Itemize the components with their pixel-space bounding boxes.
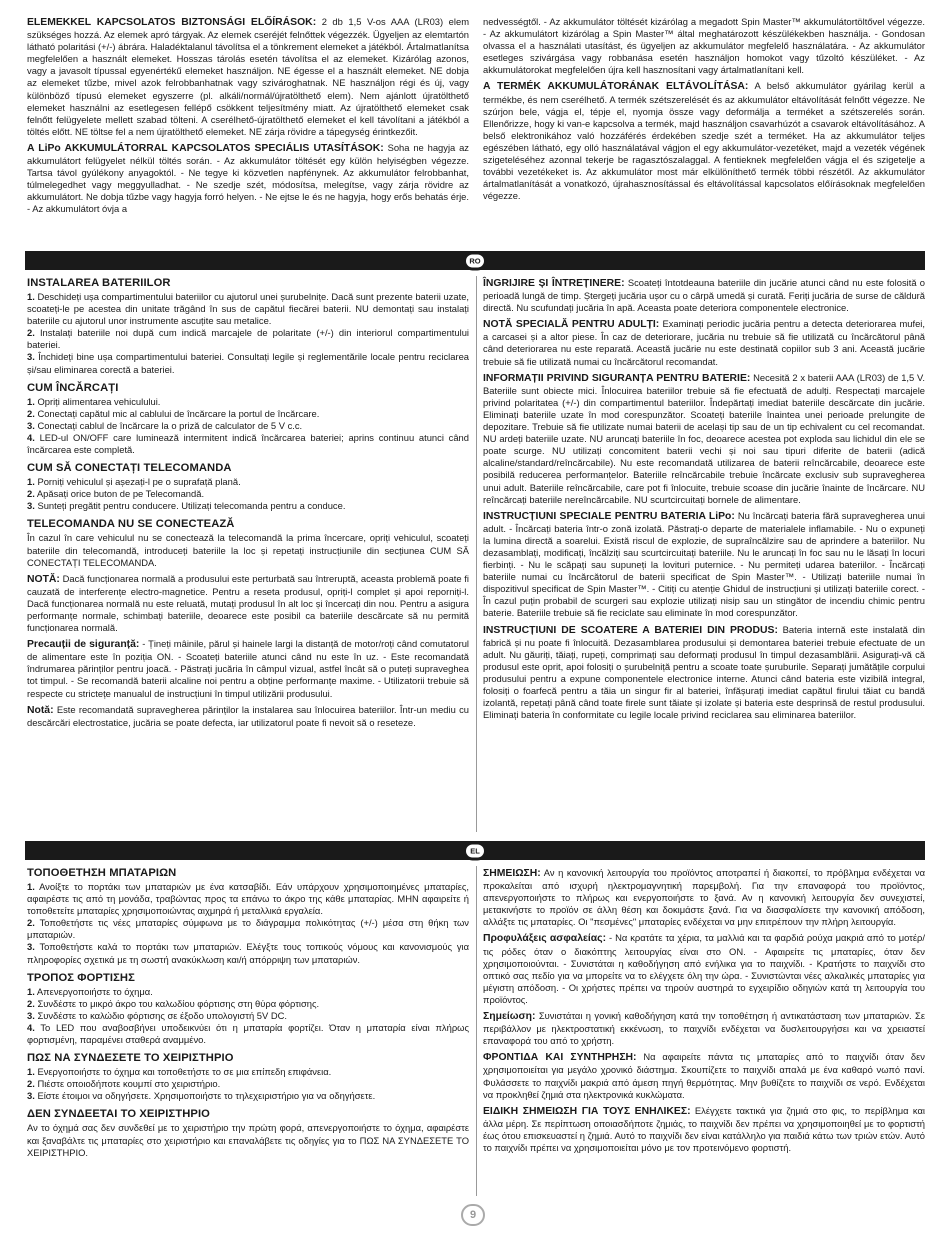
ro-adult-note: NOTĂ SPECIALĂ PENTRU ADULȚI: Examinați periodic jucăria pentru a detecta deteriorarea mufei, a carcasei și a altor piese. În caz de deteriorare, jucăria nu trebuie să fie utilizată cu încărcătorul până când deteriorarea nu este reparată. Această jucărie nu este destinată copiilor sub 3 ani. Această jucărie trebuie să fie utilizată numai cu încărcătorul recomandat. bbox=[483, 318, 925, 367]
list-item: 2. Instalați bateriile noi după cum indică marcajele de polaritate (+/-) din interiorul compartimentului bateriei. bbox=[27, 327, 469, 351]
list-item: 1. Ενεργοποιήστε το όχημα και τοποθετήστε το σε μια επίπεδη επιφάνεια. bbox=[27, 1066, 332, 1078]
ro-noconnect-text: În cazul în care vehiculul nu se conectează la telecomandă la prima încercare, opriți vehiculul, scoateți bateriile din telecomandă, introduceți bateriile la loc și repetați instrucțiunile din secțiunea CUM SĂ CONECTAȚI TELECOMANDA. bbox=[27, 532, 469, 568]
list-item: 3. Είστε έτοιμοι να οδηγήσετε. Χρησιμοποιήστε το τηλεχειριστήριο για να οδηγήσετε. bbox=[27, 1090, 376, 1102]
hu-battery-removal: A TERMÉK AKKUMULÁTORÁNAK ELTÁVOLÍTÁSA: A belső akkumulátor gyárilag kerül a termékbe, és nem cserélhető. A termék szétszerelését és az akkumulátor eltávolítását felnőtt végezze. Ne szúrjon bele, vágja el, tépje el, nyomja össze vagy deformálja a terméket a szétszerelés során. Ellenőrizze, hogy ki van-e kapcsolva a termék, majd használjon csavarhúzót a csavarok eltávolításához. A belső elektronikához való hozzáférés érdekében szedje szét a terméket. Ha az akkumulátor teljes egészében látható, egy olló használatával vágjon el egy akkumulátor-vezetéket, majd a vezeték végének szigeteléséhez azonnal tekerje be ragasztószalaggal. A fentieknek megfelelően vágja el és szigetelje a további vezetékeket is. Az akkumulátor most már elkülöníthető termék többi részétől. Az akkumulátor ártalmatlanítását a vonatkozó, újrahasznosítással és eltávolítással kapcsolatos előírásoknak megfelelően végezze. bbox=[483, 80, 925, 202]
el-heading-charge: ΤΡΟΠΟΣ ΦΟΡΤΙΣΗΣ bbox=[27, 971, 135, 984]
el-install-list bbox=[27, 881, 469, 966]
ro-care: ÎNGRIJIRE ȘI ÎNTREȚINERE: Scoateți întotdeauna bateriile din jucărie atunci când nu este folosită o perioadă lungă de timp. Ștergeți jucăria ușor cu o cârpă umedă și curată. Feriți jucăria de surse de căldură directă. Nu scufundați jucăria în apă. Aceasta poate deteriora componentele electronice. bbox=[483, 277, 925, 314]
ro-right-column bbox=[483, 277, 925, 725]
list-item: 2. Apăsați orice buton de pe Telecomandă. bbox=[27, 488, 205, 500]
el-note: ΣΗΜΕΙΩΣΗ: Αν η κανονική λειτουργία του προϊόντος αποτραπεί ή διακοπεί, το πρόβλημα ενδέχεται να προκαλείται από ισχυρή ηλεκτρομαγνητική παρεμβολή. Για την επαναφορά του προϊόντος, απενεργοποιήστε το πλήρως και ενεργοποιήστε το ξανά. Αν η κανονική λειτουργία δεν συνεχιστεί, μετακινήστε το προϊόν σε άλλη θέση και δοκιμάστε ξανά. Για να διασφαλίσετε την κανονική απόδοση, αλλάξτε τις μπαταρίες. Οι "πεσμένες" μπαταρίες ενδέχεται να μην επιτρέπουν την πλήρη λειτουργία. bbox=[483, 867, 926, 928]
list-item: 1. Porniți vehiculul și așezați-l pe o suprafață plană. bbox=[27, 476, 241, 488]
ro-lipo: INSTRUCȚIUNI SPECIALE PENTRU BATERIA LiPo: Nu încărcați bateria fără supravegherea unui adult. - Încărcați bateria într-o zonă izolată. Păstrați-o departe de materialele inflamabile. - Nu o expuneți la lumina directă a soarelui. Există riscul de explozie, de supraîncălzire sau de aprindere a bateriilor. Nu dezasamblați, modificați, încălziți sau scurtcircuitați bateriile. Nu le aruncați în foc sau nu le lăsați în locuri fierbinți. - Nu le scăpați sau supuneți la lovituri puternice. - Nu permiteți udarea bateriilor. - Încărcați bateriile numai cu încărcătorul de baterii specificat de Spin Master™. - Utilizați bateriile numai în dispozitivul specificat de Spin Master™. - Citiți cu atenție Ghidul de instrucțiuni și utilizați bateriile corect. - În cazul puțin probabil de scurgeri sau explozie utilizați nisip sau un stingător de incendiu chimic pentru baterie. Bateriile trebuie să fie reciclate sau eliminate în mod corespunzător. bbox=[483, 509, 926, 619]
el-care: ΦΡΟΝΤΙΔΑ ΚΑΙ ΣΥΝΤΗΡΗΣΗ: Να αφαιρείτε πάντα τις μπαταρίες από το παιχνίδι όταν δεν χρησιμοποιείται για μεγάλο χρονικό διάστημα. Σκουπίζετε το παιχνίδι απαλά με ένα καθαρό νωπό πανί. Φυλάσσετε το παιχνίδι μακριά από άμεση πηγή θερμότητας. Μην βυθίζετε το παιχνίδι σε νερό. Ενδέχεται να προκληθεί ζημιά στα ηλεκτρονικά κυκλώματα. bbox=[483, 1051, 925, 1100]
ro-heading-noconnect: TELECOMANDA NU SE CONECTEAZĂ bbox=[27, 518, 235, 531]
ro-column-divider bbox=[476, 276, 477, 832]
ro-note-2: Notă: Este recomandată supravegherea părinților la instalarea sau înlocuirea bateriilor. Într-un mediu cu descărcări electrostatice, jucăria se poate defecta, iar utilizatorul poate fi nevoit să o reseteze. bbox=[27, 703, 469, 728]
ro-note: NOTĂ: Dacă funcționarea normală a produsului este perturbată sau întreruptă, aceasta problemă poate fi cauzată de interferențe electro-magnetice. Pentru a reseta produsul, opriți-l complet și apoi reporniți-l. Dacă funcționarea normală nu este reluată, mutați produsul în alt loc și încercați din nou. Pentru a asigura performanțe normale, schimbați bateriile, deoarece este posibil ca bateriile descărcate să nu permită funcționarea normală. bbox=[27, 572, 469, 634]
el-note-2: Σημείωση: Συνιστάται η γονική καθοδήγηση κατά την τοποθέτηση ή αντικατάσταση των μπαταριών. Σε περιβάλλον με ηλεκτροστατική εκκένωση, το παιχνίδι ενδέχεται να δυσλειτουργήσει και να χρειαστεί επαναφορά του από το χρήστη. bbox=[483, 1010, 925, 1047]
ro-precautions: Precauții de siguranță: - Țineți mâinile, părul și hainele largi la distanță de motor/roți când comutatorul de alimentare este în poziția ON. - Scoateți bateriile atunci când nu este în uz. - Este recomandată îndrumarea părinților pentru joacă. - Păstrați jucăria în câmpul vizual, astfel încât să o puteți supraveghea tot timpul. - Se recomandă baterii alcaline noi pentru a obține performanțe maxime. - Utilizatorii trebuie să respecte cu strictețe manualul de instrucțiuni în timpul utilizării produsului. bbox=[27, 638, 469, 699]
el-column-divider bbox=[476, 866, 477, 1196]
el-left-column bbox=[27, 867, 469, 1163]
list-item: 1. Απενεργοποιήστε το όχημα. bbox=[27, 985, 153, 997]
page-number: 9 bbox=[461, 1204, 485, 1226]
list-item: 3. Închideți bine ușa compartimentului bateriei. Consultați legile și reglementările locale pentru reciclarea și/sau eliminarea corectă a bateriei. bbox=[27, 351, 469, 375]
hu-lipo-instructions: A LiPo AKKUMULÁTORRAL KAPCSOLATOS SPECIÁLIS UTASÍTÁSOK: Soha ne hagyja az akkumulátort felügyelet nélkül töltés során. - Az akkumulátor töltését egy külön helyiségben végezze. Tartsa távol gyúlékony anyagoktól. - Ne tegye ki közvetlen napfénynek. Az akkumulátor felrobbanhat, túlmelegedhet vagy meggyulladhat. - Ne szedje szét, módosítsa, melegítse, vagy zárja rövidre az akkumulátort. Ne dobja tűzbe vagy hagyja forró helyen. - Ne ejtse le és ne hagyja, hogy erős behatás érje. - Az akkumulátort óvja a bbox=[27, 141, 469, 215]
list-item: 2. Πιέστε οποιοδήποτε κουμπί στο χειριστήριο. bbox=[27, 1078, 221, 1090]
el-charge-list bbox=[27, 986, 469, 1046]
ro-install-list bbox=[27, 291, 469, 376]
list-item: 3. Τοποθετήστε καλά το πορτάκι των μπαταριών. Ελέγξτε τους τοπικούς νόμους και κανονισμούς για πληροφορίες σχετικά με τη σωστή ανακύκλωση και/ή απόρριψη των μπαταριών. bbox=[27, 941, 470, 965]
el-heading-install: ΤΟΠΟΘΕΤΗΣΗ ΜΠΑΤΑΡΙΩΝ bbox=[27, 867, 177, 879]
ro-heading-connect: CUM SĂ CONECTAȚI TELECOMANDA bbox=[27, 462, 232, 475]
el-adult-note: ΕΙΔΙΚΗ ΣΗΜΕΙΩΣΗ ΓΙΑ ΤΟΥΣ ΕΝΗΛΙΚΕΣ: Ελέγχετε τακτικά για ζημιά στο φις, το περίβλημα και άλλα μέρη. Σε περίπτωση οποιασδήποτε ζημιάς, το παιχνίδι δεν πρέπει να χρησιμοποιηθεί με το φορτιστή έως ότου επισκευαστεί η ζημιά. Αυτό το παιχνίδι δεν είναι κατάλληλο για παιδιά κάτω των τριών ετών. Αυτό το παιχνίδι πρέπει να χρησιμοποιείται μόνο με τον προτεινόμενο φορτιστή. bbox=[483, 1104, 925, 1153]
el-language-badge: EL bbox=[465, 843, 485, 858]
ro-connect-list bbox=[27, 476, 469, 512]
hu-lipo-continued: nedvességtől. - Az akkumulátor töltését kizárólag a megadott Spin Master™ akkumulátortöltővel végezze. - Az akkumulátort kizárólag a Spin Master™ által meghatározott készülékekben használja. - Gondosan olvassa el a használati utasítást, és ügyeljen az akkumulátor megfelelő használatára. - Az akkumulátor esetleges szivárgása vagy robbanása esetén használjon homokot vagy tűzoltó készüléket. - Az akkumulátorokat megfelelően újra kell hasznosítani vagy ártalmatlanítani kell. bbox=[483, 16, 925, 76]
ro-charge-list bbox=[27, 396, 469, 456]
list-item: 2. Conectați capătul mic al cablului de încărcare la portul de încărcare. bbox=[27, 407, 320, 419]
el-right-column bbox=[483, 867, 925, 1158]
list-item: 1. Ανοίξτε το πορτάκι των μπαταριών με ένα κατσαβίδι. Εάν υπάρχουν χρησιμοποιημένες μπαταρίες, αφαιρέστε τις από τη μονάδα, τραβώντας προς τα επάνω το άκρο της κάθε μπαταρίας. ΜΗΝ αφαιρείτε ή τοποθετείτε μπαταρίες χρησιμοποιώντας αιχμηρά ή μεταλλικά εργαλεία. bbox=[27, 881, 469, 917]
el-heading-connect: ΠΩΣ ΝΑ ΣΥΝΔΕΣΕΤΕ ΤΟ ΧΕΙΡΙΣΤΗΡΙΟ bbox=[27, 1052, 234, 1065]
el-connect-list bbox=[27, 1066, 469, 1102]
ro-heading-install: INSTALAREA BATERIILOR bbox=[27, 277, 171, 289]
list-item: 1. Opriți alimentarea vehiculului. bbox=[27, 395, 161, 407]
ro-language-badge: RO bbox=[465, 253, 485, 268]
ro-heading-charge: CUM ÎNCĂRCAȚI bbox=[27, 381, 119, 394]
hu-battery-safety: ELEMEKKEL KAPCSOLATOS BIZTONSÁGI ELŐÍRÁSOK: 2 db 1,5 V-os AAA (LR03) elem szükséges hozzá. Az elemek apró tárgyak. Az elemek cseréjét felnőttek végezzék. Ügyeljen az elemtartón látható polaritási (+/-) ábrára. Haladéktalanul távolítsa el a tönkrement elemeket a játékból. Ártalmatlanítsa megfelelően a használt elemeket. Hosszas tárolás esetén távolítsa el az elemeket. Kizárólag azonos, vagy a javasolt típussal egyenértékű elemeket használjon. NE égesse el a használt elemeket. NE dobja az elemeket tűzbe, mivel azok felrobbanhatnak vagy szivároghatnak. NE használjon régi és új, vagy különböző típusú elemeket egyszerre (pl. alkáli/normál/újratölthető elem). Nem ajánlott újratölthető elemeket használni az esetlegesen fellépő csökkent teljesítmény miatt. Az újratölthető elemeket csak felnőtt felügyelete mellett szabad tölteni. A cserélhető-újratölthető elemeket el kell távolítani a játékból a töltés előtt. NE töltse fel a nem újratölthető elemeket. NE zárja rövidre a tápegység érintkezőit. bbox=[27, 16, 469, 137]
el-noconnect-text: Αν το όχημά σας δεν συνδεθεί με το χειριστήριο την πρώτη φορά, απενεργοποιήστε το όχημα, αφαιρέστε και ξαναβάλτε τις μπαταρίες στο χειριστήριο και επαναλάβετε τις οδηγίες για το ΠΩΣ ΝΑ ΣΥΝΔΕΣΕΤΕ ΤΟ ΧΕΙΡΙΣΤΗΡΙΟ. bbox=[27, 1122, 469, 1158]
ro-left-column bbox=[27, 277, 469, 733]
list-item: 1. Deschideți ușa compartimentului bateriilor cu ajutorul unei șurubelnițe. Dacă sunt prezente baterii uzate, scoateți-le pe acestea din unitate trăgând în sus de capătul fiecărei baterii. NU demontați sau instalați bateriile cu ajutorul unor instrumente ascuțite sau metalice. bbox=[27, 291, 470, 327]
hu-right-column bbox=[483, 16, 925, 206]
list-item: 4. LED-ul ON/OFF care luminează intermitent indică încărcarea bateriei; aprins continuu atunci când încărcarea este completă. bbox=[27, 431, 469, 456]
list-item: 4. Το LED που αναβοσβήνει υποδεικνύει ότι η μπαταρία φορτίζει. Όταν η μπαταρία είναι πλήρως φορτισμένη, παραμένει σταθερά αναμμένο. bbox=[27, 1021, 469, 1046]
list-item: 2. Τοποθετήστε τις νέες μπαταρίες σύμφωνα με το διάγραμμα πολικότητας (+/-) μέσα στη θήκη των μπαταριών. bbox=[27, 917, 469, 941]
ro-battery-safety: INFORMAȚII PRIVIND SIGURANȚA PENTRU BATERIE: Necesită 2 x baterii AAA (LR03) de 1,5 V. Bateriile sunt obiecte mici. Înlocuirea bateriilor trebuie să fie efectuată de adulți. Respectați marcajele privind polaritatea (+/-) din compartimentul bateriilor. Îndepărtați imediat bateriile descărcate din jucărie. Eliminați bateriile uzate în mod corespunzător. Scoateți bateriile înaintea unei perioade prelungite de depozitare. Trebuie să fie utilizate numai baterii de același tip sau de un tip echivalent cu cel recomandat. NU ardeți bateriile uzate. NU aruncați bateriile în foc, deoarece acestea pot exploda sau lichidul din ele se poate scurge. NU utilizați concomitent baterii vechi și noi sau tipuri diferite de baterii (adică alcaline/standard/reîncărcabile). Nu este recomandată utilizarea de baterii reîncărcabile, deoarece este posibilă reducerea performanțelor. Bateriile reîncărcabile trebuie încărcate exclusiv sub supravegherea unui adult. Bateriile reîncărcabile, care pot fi înlocuite, trebuie scoase din jucărie înainte de încărcare. NU reîncărcați bateriile nereîncărcabile. NU scurtcircuitați bornele de alimentare. bbox=[483, 371, 925, 505]
list-item: 2. Συνδέστε το μικρό άκρο του καλωδίου φόρτισης στη θύρα φόρτισης. bbox=[27, 997, 320, 1009]
list-item: 3. Συνδέστε το καλώδιο φόρτισης σε έξοδο υπολογιστή 5V DC. bbox=[27, 1009, 287, 1021]
hu-left-column bbox=[27, 16, 469, 220]
list-item: 3. Sunteți pregătit pentru conducere. Utilizați telecomanda pentru a conduce. bbox=[27, 500, 346, 512]
el-heading-noconnect: ΔΕΝ ΣΥΝΔΕΕΤΑΙ ΤΟ ΧΕΙΡΙΣΤΗΡΙΟ bbox=[27, 1108, 210, 1121]
ro-battery-removal: INSTRUCȚIUNI DE SCOATERE A BATERIEI DIN PRODUS: Bateria internă este instalată din fabrică și nu poate fi înlocuită. Dezasamblarea produsului și demontarea bateriei trebuie efectuate de un adult. Nu găuriți, tăiați, rupeți, comprimați sau deformați produsul în timpul dezasamblării. Asigurați-vă că produsul este oprit, apoi folosiți o șurubelniță pentru a scoate toate șuruburile. Separați jumătățile corpului produsului pentru a expune componentele electronice interne. Atunci când bateria este vizibilă integral, folosiți o foarfecă pentru a tăia un singur fir al bateriei, înfășurați imediat capătul firului tăiat cu bandă izolantă, repetați până când toate firele sunt tăiate și izolate și bateria este desprinsă de restul produsului. Eliminați bateria în conformitate cu legile locale privind reciclarea sau eliminarea bateriilor. bbox=[483, 623, 925, 721]
el-section-bar bbox=[25, 841, 925, 860]
list-item: 3. Conectați cablul de încărcare la o priză de calculator de 5 V c.c. bbox=[27, 419, 303, 431]
ro-section-bar bbox=[25, 251, 925, 270]
el-precautions: Προφυλάξεις ασφαλείας: - Να κρατάτε τα χέρια, τα μαλλιά και τα φαρδιά ρούχα μακριά από το μοτέρ/ τις ρόδες όταν ο διακόπτης λειτουργίας είναι στο ON. - Αφαιρείτε τις μπαταρίες, όταν δεν χρησιμοποιούνται. - Συνιστάται η καθοδήγηση από ενήλικα για το παιχνίδι. - Κρατήστε το παιχνίδι στο οπτικό σας πεδίο για να μπορείτε να το ελέγχετε όλη την ώρα. - Συνιστώνται νέες αλκαλικές μπαταρίες για μέγιστη απόδοση. - Οι χρήστες πρέπει να τηρούν αυστηρά το εγχειρίδιο οδηγιών κατά τη λειτουργία του προϊόντος. bbox=[483, 932, 925, 1005]
